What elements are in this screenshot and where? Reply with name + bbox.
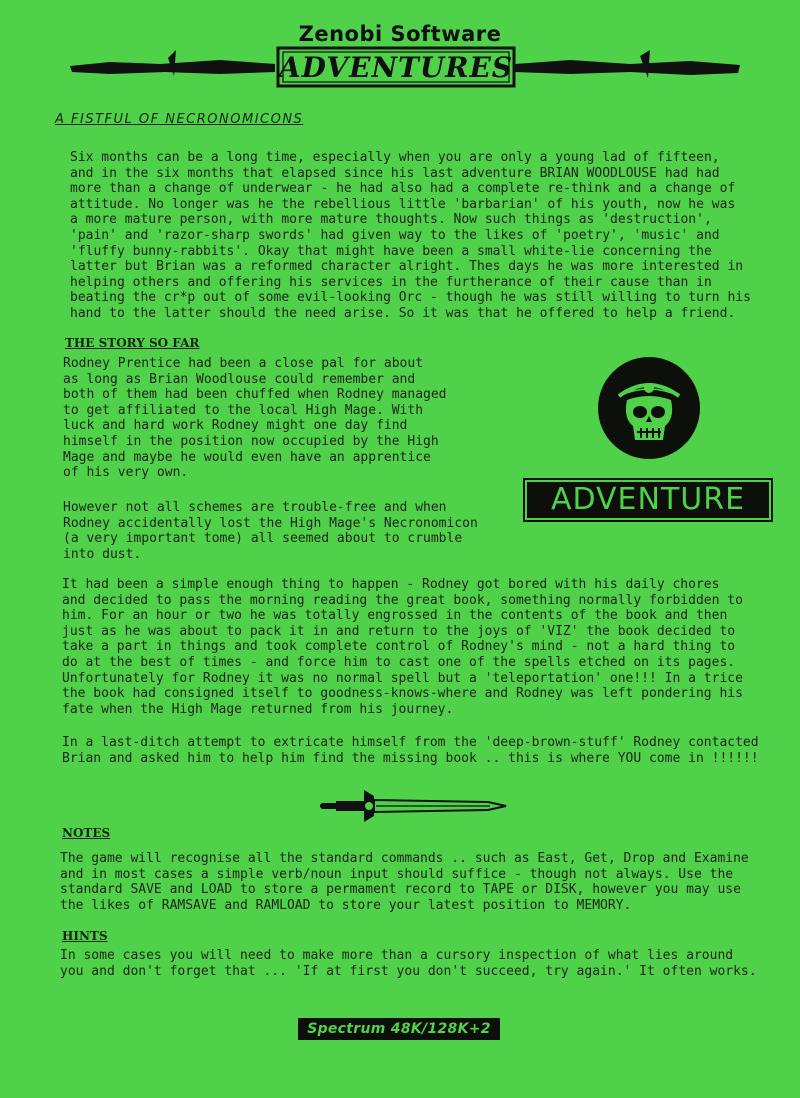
story-paragraph-3: It had been a simple enough thing to happen - Rodney got bored with his daily chores and decided to pass the morning reading the great book, something normally forbidden to him. For an hour or two he was totally engrossed in the contents of the book and then just as he was about to pack it in and return to the joys of 'VIZ' the book decided to take a part in things and took complete control of Rodney's mind - not a hard thing to do at the best of times - and force him to cast one of the spells etched on its pages. Unfortunately for Rodney it was no normal spell but a 'teleportation' one!!! In a trice the book had consigned itself to goodness-knows-where and Rodney was left pondering his fate when the High Mage returned from his journey. xyxy=(62,577,743,717)
intro-paragraph: Six months can be a long time, especially when you are only a young lad of fifteen, and in the six months that elapsed since his last adventure BRIAN WOODLOUSE had had more than a change of underwear - he had also had a complete re-think and a change of attitude. No longer was he the rebellious little 'barbarian' of his youth, now he was a more mature person, with more mature thoughts. Now such things as 'destruction', 'pain' and 'razor-sharp swords' had given way to the likes of 'poetry', 'music' and 'fluffy bunny-rabbits'. Okay that might have been a small white-lie concerning the latter but Brian was a reformed character alright. Thes days he was more interested in helping others and offering his services in the furtherance of their cause than in beating the cr*p out of some evil-looking Orc - though he was still willing to turn his hand to the latter should the need arise. So it was that he offered to help a friend. xyxy=(70,150,751,321)
hints-paragraph: In some cases you will need to make more than a cursory inspection of what lies around you and don't forget that ... 'If at first you don't succeed, try again.' It often works. xyxy=(60,948,757,979)
notes-paragraph: The game will recognise all the standard commands .. such as East, Get, Drop and Examine and in most cases a simple verb/noun input should suffice - though not always. Use the standard SAVE and LOAD to store a permament record to TAPE or DISK, however you may use the likes of RAMSAVE and RAMLOAD to store your latest position to MEMORY. xyxy=(60,851,749,913)
adventure-logo: ADVENTURE xyxy=(523,478,773,522)
hints-heading: HINTS xyxy=(62,929,108,943)
story-paragraph-4: In a last-ditch attempt to extricate himself from the 'deep-brown-stuff' Rodney contacted Brian and asked him to help him find the missing book .. this is where YOU come in !!!!!! xyxy=(62,735,759,766)
adventures-banner xyxy=(70,42,740,90)
banner-text: ADVENTURES xyxy=(278,51,514,84)
story-paragraph-1: Rodney Prentice had been a close pal for about as long as Brian Woodlouse could remember and both of them had been chuffed when Rodney managed to get affiliated to the local High Mage. With luck and hard work Rodney might one day find himself in the position now occupied by the High Mage and maybe he would even have an apprentice of his very own. xyxy=(63,356,447,481)
page-title: A FISTFUL OF NECRONOMICONS xyxy=(55,112,304,127)
notes-heading: NOTES xyxy=(62,826,111,840)
skull-icon xyxy=(597,356,701,460)
story-heading: THE STORY SO FAR xyxy=(65,336,200,350)
publisher-name: Zenobi Software xyxy=(298,22,502,46)
sword-icon xyxy=(318,786,508,826)
platform-badge: Spectrum 48K/128K+2 xyxy=(298,1018,500,1040)
story-paragraph-2: However not all schemes are trouble-free and when Rodney accidentally lost the High Mage's Necronomicon (a very important tome) all seemed about to crumble into dust. xyxy=(63,500,478,562)
